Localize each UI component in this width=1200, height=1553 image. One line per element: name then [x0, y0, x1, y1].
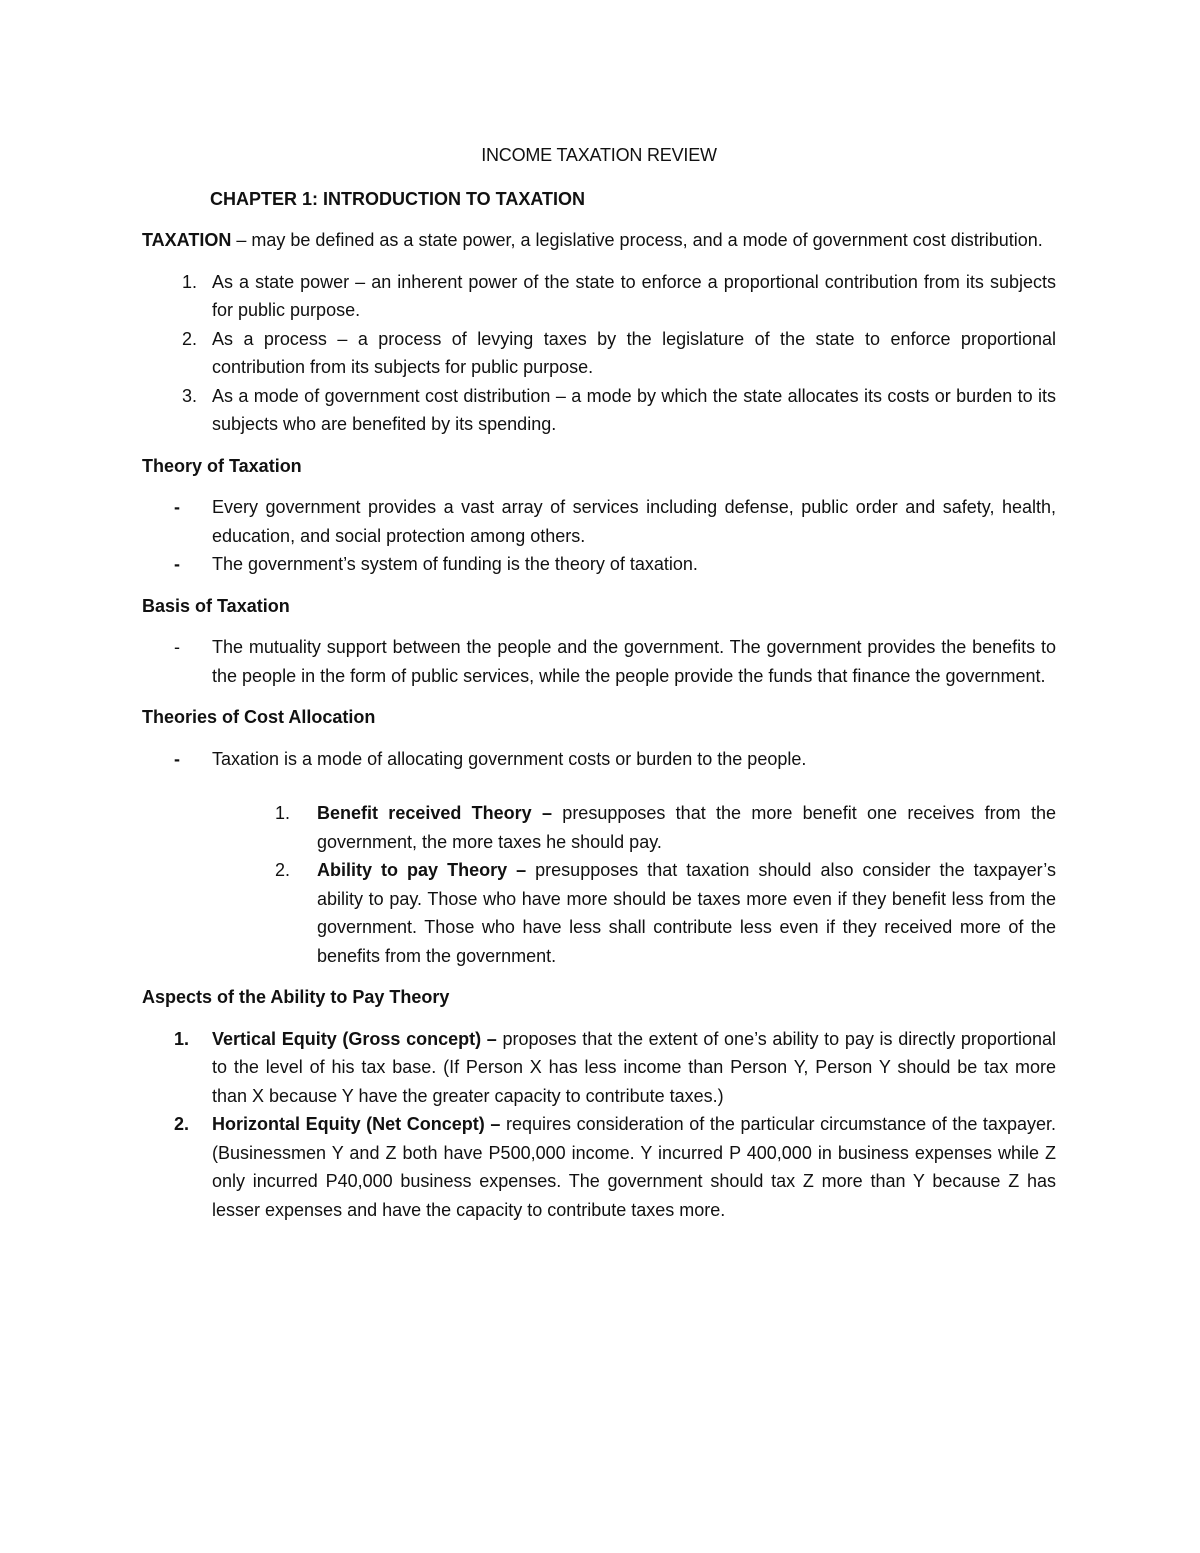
- list-item-text: As a mode of government cost distribution – a mode by which the state allocates its costs or burden to its subjects who are benefited by its spending.: [212, 385, 1056, 434]
- taxation-aspects-list: [142, 268, 1056, 439]
- aspect-term: Horizontal Equity (Net Concept) –: [212, 1114, 501, 1134]
- list-item-text: presupposes that the more benefit one receives from the government, the more taxes he should pay.: [317, 803, 1056, 852]
- list-marker: 1.: [182, 271, 198, 292]
- list-item-text: The government’s system of funding is the theory of taxation.: [212, 554, 698, 574]
- list-item: [142, 1110, 1056, 1224]
- list-item: [142, 268, 1056, 325]
- list-item: [142, 493, 1056, 550]
- list-marker: -: [174, 497, 180, 517]
- aspect-term: Vertical Equity (Gross concept) –: [212, 1028, 497, 1049]
- document-title: INCOME TAXATION REVIEW: [481, 145, 717, 165]
- list-item: [142, 633, 1056, 690]
- list-marker: 2.: [275, 860, 291, 880]
- aspects-list: [142, 1025, 1056, 1225]
- theory-list: [142, 493, 1056, 579]
- list-item-text: The mutuality support between the people and the government. The government provides the benefits to the people in the form of public services, while the people provide the funds that finance the government.: [212, 637, 1056, 686]
- basis-list: [142, 633, 1056, 690]
- list-item: [142, 856, 1056, 970]
- theory-term: Benefit received Theory –: [317, 803, 552, 823]
- list-item-text: presupposes that taxation should also consider the taxpayer’s ability to pay. Those who have more should be taxes more even if they benefit less from the government. Those who have less shall contribute less even if they received more of the benefits from the government.: [317, 860, 1056, 966]
- section-heading-basis: Basis of Taxation: [142, 595, 290, 616]
- list-marker: 3.: [182, 385, 198, 406]
- section-heading-aspects: Aspects of the Ability to Pay Theory: [142, 987, 450, 1007]
- list-item-text: As a process – a process of levying taxes by the legislature of the state to enforce proportional contribution from its subjects for public purpose.: [212, 328, 1056, 377]
- list-item: [142, 745, 1056, 774]
- list-marker: 1.: [275, 803, 291, 823]
- document-content: [142, 141, 1056, 1224]
- list-item: [142, 550, 1056, 579]
- list-item: [142, 325, 1056, 382]
- taxation-definition: [142, 226, 1056, 255]
- list-item-text: requires consideration of the particular circumstance of the taxpayer. (Businessmen Y and Z both have P500,000 income. Y incurred P 400,000 in business expenses while Z only incurred P40,000 business expenses. The government should tax Z more than Y because Z has lesser expenses and have the capacity to contribute taxes more.: [212, 1114, 1056, 1220]
- list-marker: 2.: [174, 1114, 190, 1134]
- list-item-text: As a state power – an inherent power of the state to enforce a proportional contribution from its subjects for public purpose.: [212, 271, 1056, 320]
- list-item: [142, 382, 1056, 439]
- cost-allocation-theories-list: [142, 799, 1056, 970]
- list-item-text: Every government provides a vast array of services including defense, public order and safety, health, education, and social protection among others.: [212, 497, 1056, 546]
- section-heading-theory: Theory of Taxation: [142, 455, 302, 476]
- theory-term: Ability to pay Theory –: [317, 860, 527, 880]
- list-item-text: Taxation is a mode of allocating government costs or burden to the people.: [212, 748, 807, 769]
- list-item: [142, 1025, 1056, 1111]
- chapter-title: CHAPTER 1: INTRODUCTION TO TAXATION: [210, 188, 585, 209]
- list-marker: -: [174, 637, 180, 657]
- list-marker: -: [174, 748, 180, 769]
- list-marker: -: [174, 554, 180, 574]
- taxation-term: TAXATION: [142, 230, 232, 250]
- list-item: [142, 799, 1056, 856]
- list-marker: 1.: [174, 1028, 190, 1049]
- list-marker: 2.: [182, 328, 198, 349]
- taxation-definition-text: – may be defined as a state power, a legislative process, and a mode of government cost distribution.: [231, 230, 1043, 250]
- cost-allocation-list: [142, 745, 1056, 774]
- list-item-text: proposes that the extent of one’s ability to pay is directly proportional to the level of his tax base. (If Person X has less income than Person Y, Person Y should be tax more than X because Y have the greater capacity to contribute taxes.): [212, 1028, 1056, 1106]
- section-heading-cost-allocation: Theories of Cost Allocation: [142, 707, 376, 727]
